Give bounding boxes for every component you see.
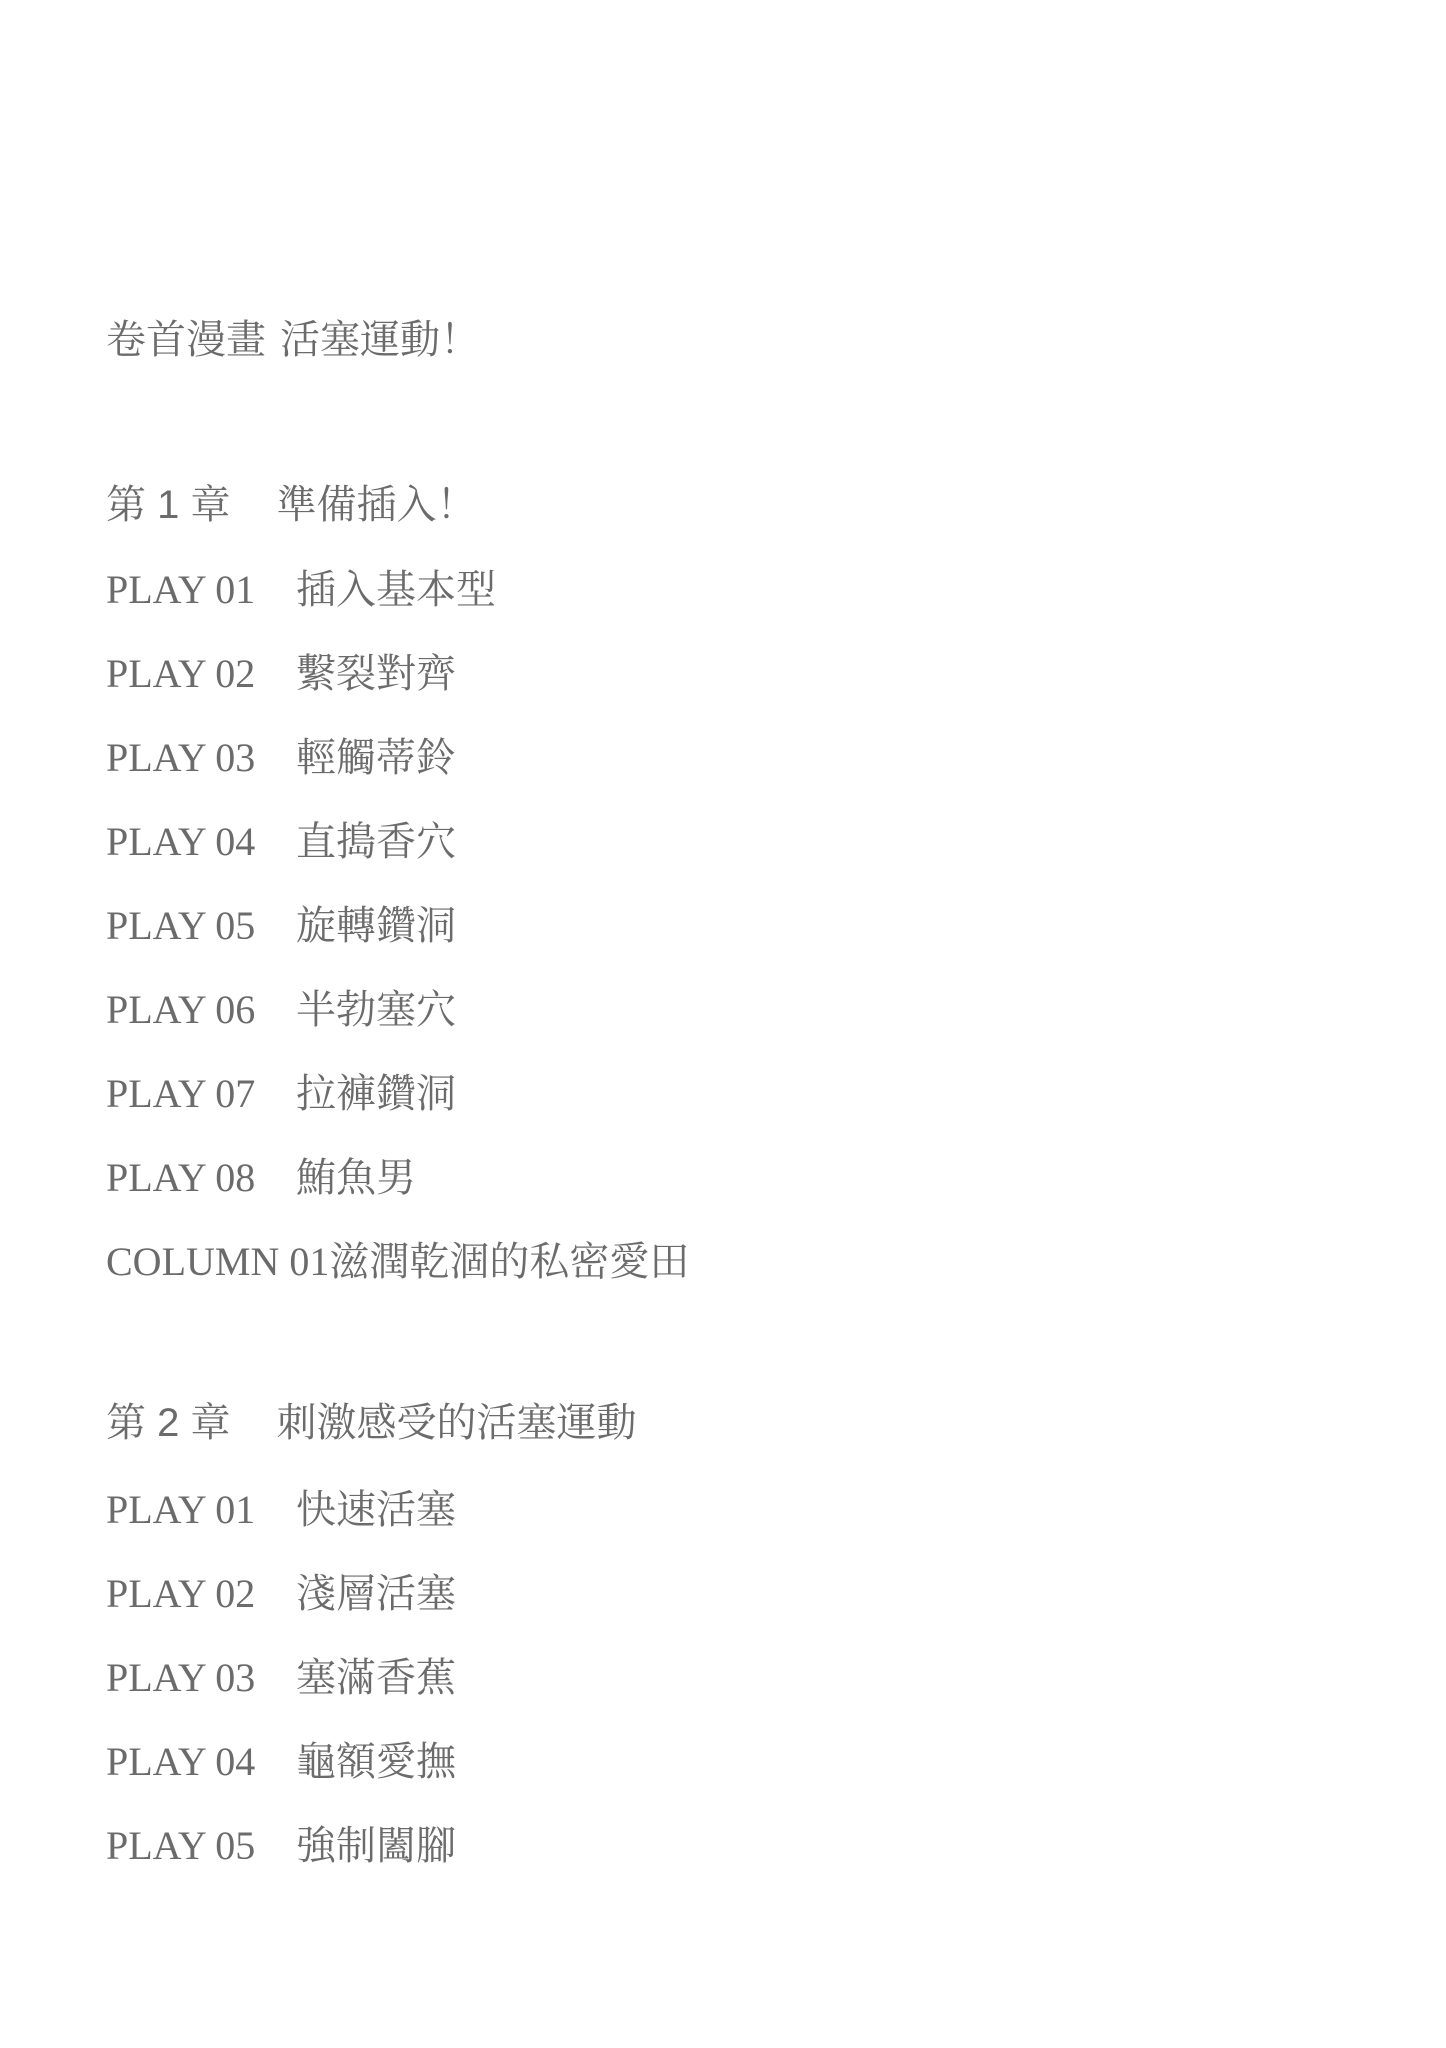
entry-title: 半勃塞穴 [296, 988, 456, 1032]
chapter-1-title: 準備插入！ [276, 483, 477, 527]
frontmatter-entry [106, 298, 1406, 382]
entry-title: 旋轉鑽洞 [296, 904, 456, 948]
chapter-1-label: 第 1 章 [106, 483, 231, 527]
entry-title: 塞滿香蕉 [296, 1656, 456, 1700]
entry-title: 滋潤乾涸的私密愛田 [329, 1240, 690, 1284]
entry-label: PLAY 03 [106, 1655, 256, 1700]
entry-title: 龜額愛撫 [296, 1740, 456, 1784]
chapter-2-label: 第 2 章 [106, 1401, 231, 1445]
toc-entry [106, 632, 1406, 716]
toc-entry [106, 800, 1406, 884]
entry-label: PLAY 03 [106, 735, 256, 780]
entry-title: 拉褲鑽洞 [296, 1072, 456, 1116]
entry-label: PLAY 02 [106, 1571, 256, 1616]
entry-label: PLAY 02 [106, 651, 256, 696]
entry-title: 強制闔腳 [296, 1824, 456, 1868]
frontmatter-title: 活塞運動！ [280, 318, 480, 362]
toc-entry [106, 1220, 1406, 1304]
frontmatter-label: 卷首漫畫 [106, 318, 266, 362]
chapter-2-title: 刺激感受的活塞運動 [276, 1401, 637, 1445]
entry-title: 直搗香穴 [296, 820, 456, 864]
entry-title: 快速活塞 [296, 1488, 456, 1532]
entry-label: PLAY 04 [106, 819, 256, 864]
entry-title: 鮪魚男 [296, 1156, 416, 1200]
entry-title: 輕觸蒂鈴 [296, 736, 456, 780]
toc-entry [106, 1052, 1406, 1136]
toc-entry [106, 1136, 1406, 1220]
entry-label: PLAY 01 [106, 1487, 256, 1532]
toc-entry [106, 968, 1406, 1052]
entry-label: PLAY 07 [106, 1071, 256, 1116]
toc-entry [106, 884, 1406, 968]
toc-entry [106, 1720, 1406, 1804]
entry-label: COLUMN 01 [106, 1239, 330, 1284]
entry-label: PLAY 06 [106, 987, 256, 1032]
entry-label: PLAY 01 [106, 567, 256, 612]
toc-entry [106, 1636, 1406, 1720]
entry-title: 插入基本型 [296, 568, 496, 612]
toc-entry [106, 548, 1406, 632]
chapter-1-heading [106, 463, 1406, 547]
entry-label: PLAY 08 [106, 1155, 256, 1200]
entry-title: 淺層活塞 [296, 1572, 456, 1616]
entry-title: 繫裂對齊 [296, 652, 456, 696]
chapter-2-heading [106, 1381, 1406, 1465]
entry-label: PLAY 05 [106, 903, 256, 948]
toc-entry [106, 1552, 1406, 1636]
entry-label: PLAY 05 [106, 1823, 256, 1868]
toc-entry [106, 716, 1406, 800]
toc-entry [106, 1468, 1406, 1552]
entry-label: PLAY 04 [106, 1739, 256, 1784]
toc-entry [106, 1804, 1406, 1888]
